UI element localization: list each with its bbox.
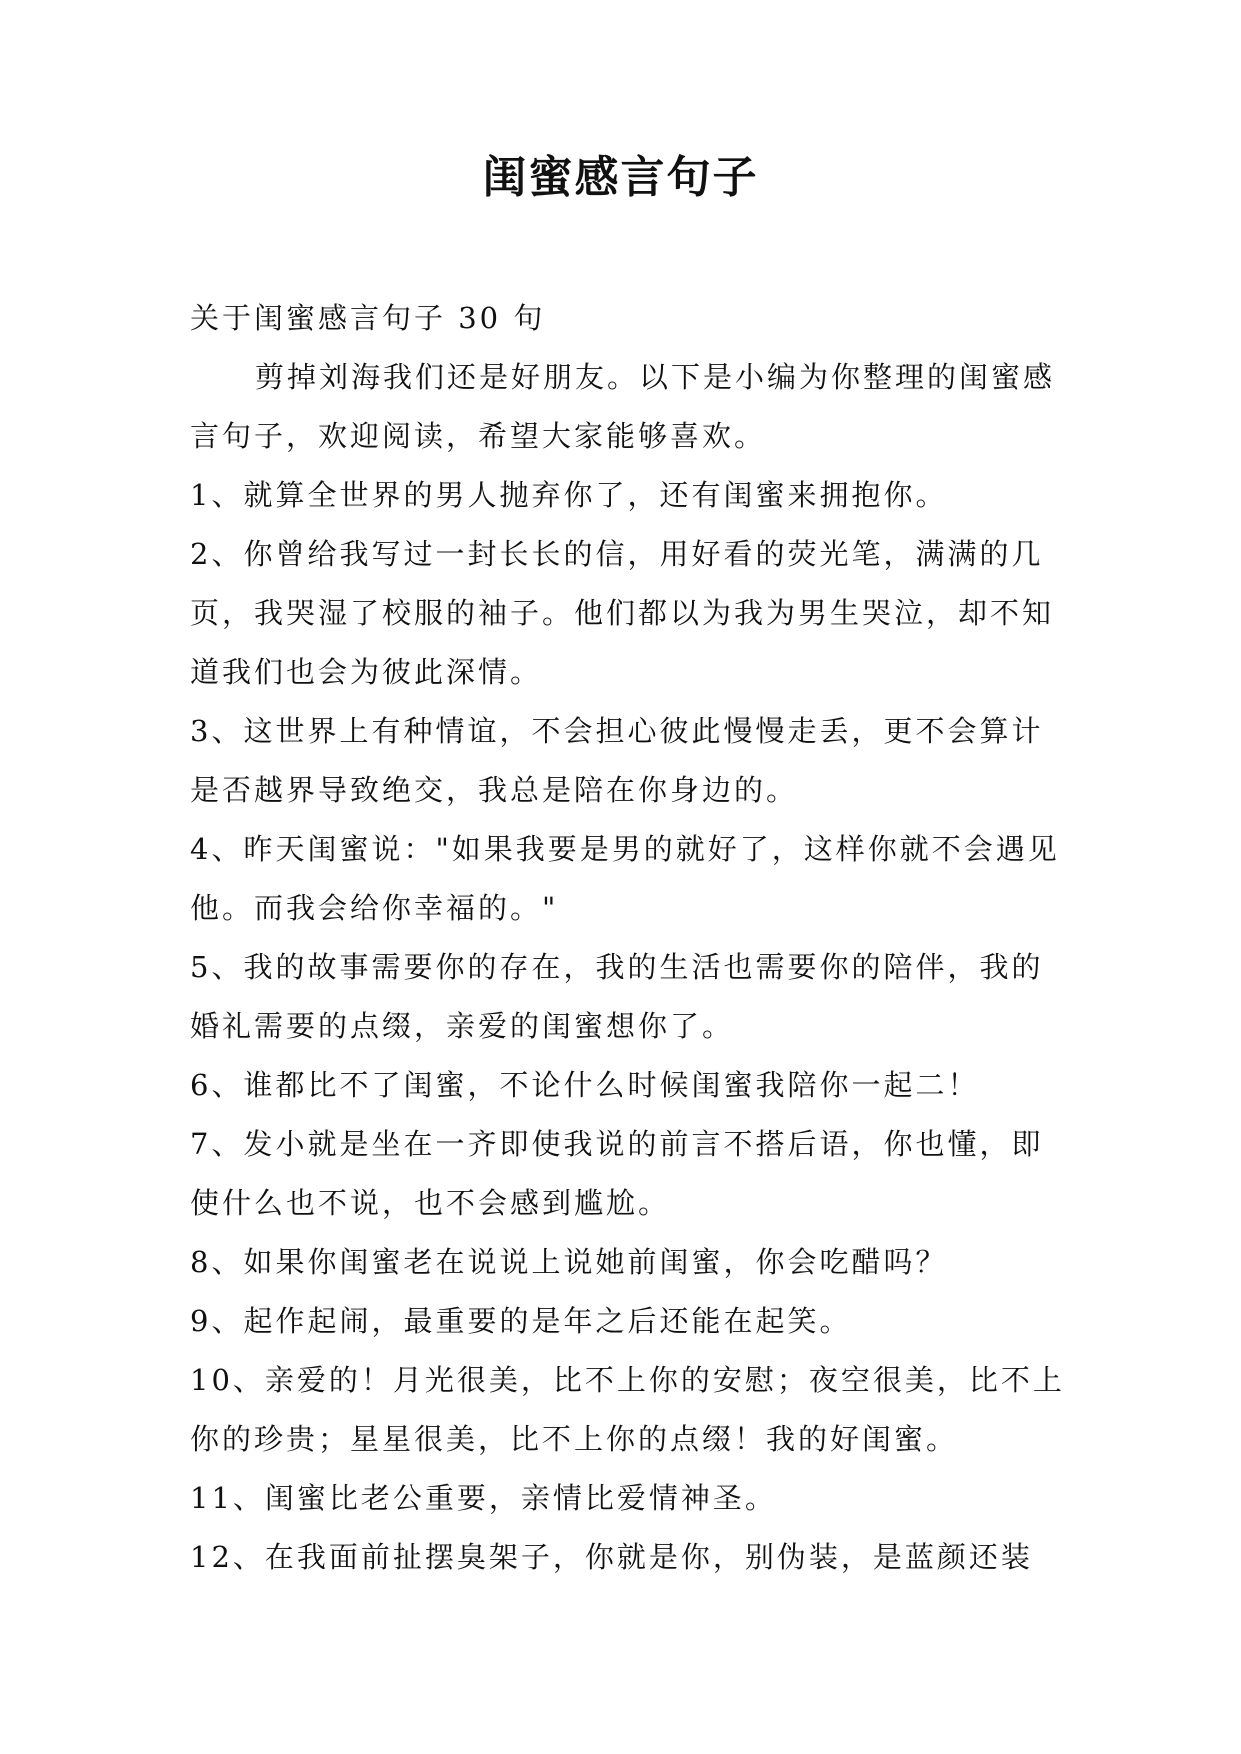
list-item-9: 9、起作起闹，最重要的是年之后还能在起笑。 xyxy=(190,1304,852,1338)
list-item-8: 8、如果你闺蜜老在说说上说她前闺蜜，你会吃醋吗？ xyxy=(190,1245,948,1279)
list-item-6: 6、谁都比不了闺蜜，不论什么时候闺蜜我陪你一起二！ xyxy=(190,1068,980,1102)
list-item-12: 12、在我面前扯摆臭架子，你就是你，别伪装，是蓝颜还装 xyxy=(190,1540,1033,1574)
list-item-10: 10、亲爱的！月光很美，比不上你的安慰；夜空很美，比不上你的珍贵；星星很美，比不上你的点缀！我的好闺蜜。 xyxy=(190,1363,1065,1456)
list-item-4: 4、昨天闺蜜说："如果我要是男的就好了，这样你就不会遇见他。而我会给你幸福的。" xyxy=(190,832,1060,925)
list-item-11: 11、闺蜜比老公重要，亲情比爱情神圣。 xyxy=(190,1481,777,1515)
list-item-2: 2、你曾给我写过一封长长的信，用好看的荧光笔，满满的几页，我哭湿了校服的袖子。他们都以为我为男生哭泣，却不知道我们也会为彼此深情。 xyxy=(190,537,1055,689)
page-title: 闺蜜感言句子 xyxy=(482,152,759,203)
list-item-1: 1、就算全世界的男人抛弃你了，还有闺蜜来拥抱你。 xyxy=(190,478,948,512)
document-body xyxy=(190,289,1070,1587)
list-item-5: 5、我的故事需要你的存在，我的生活也需要你的陪伴，我的婚礼需要的点缀，亲爱的闺蜜想你了。 xyxy=(190,950,1044,1043)
list-item-3: 3、这世界上有种情谊，不会担心彼此慢慢走丢，更不会算计是否越界导致绝交，我总是陪在你身边的。 xyxy=(190,714,1044,807)
list-item-7: 7、发小就是坐在一齐即使我说的前言不搭后语，你也懂，即使什么也不说，也不会感到尴尬。 xyxy=(190,1127,1044,1220)
subtitle: 关于闺蜜感言句子 30 句 xyxy=(190,301,546,335)
intro-paragraph: 剪掉刘海我们还是好朋友。以下是小编为你整理的闺蜜感言句子，欢迎阅读，希望大家能够喜欢。 xyxy=(190,360,1056,453)
